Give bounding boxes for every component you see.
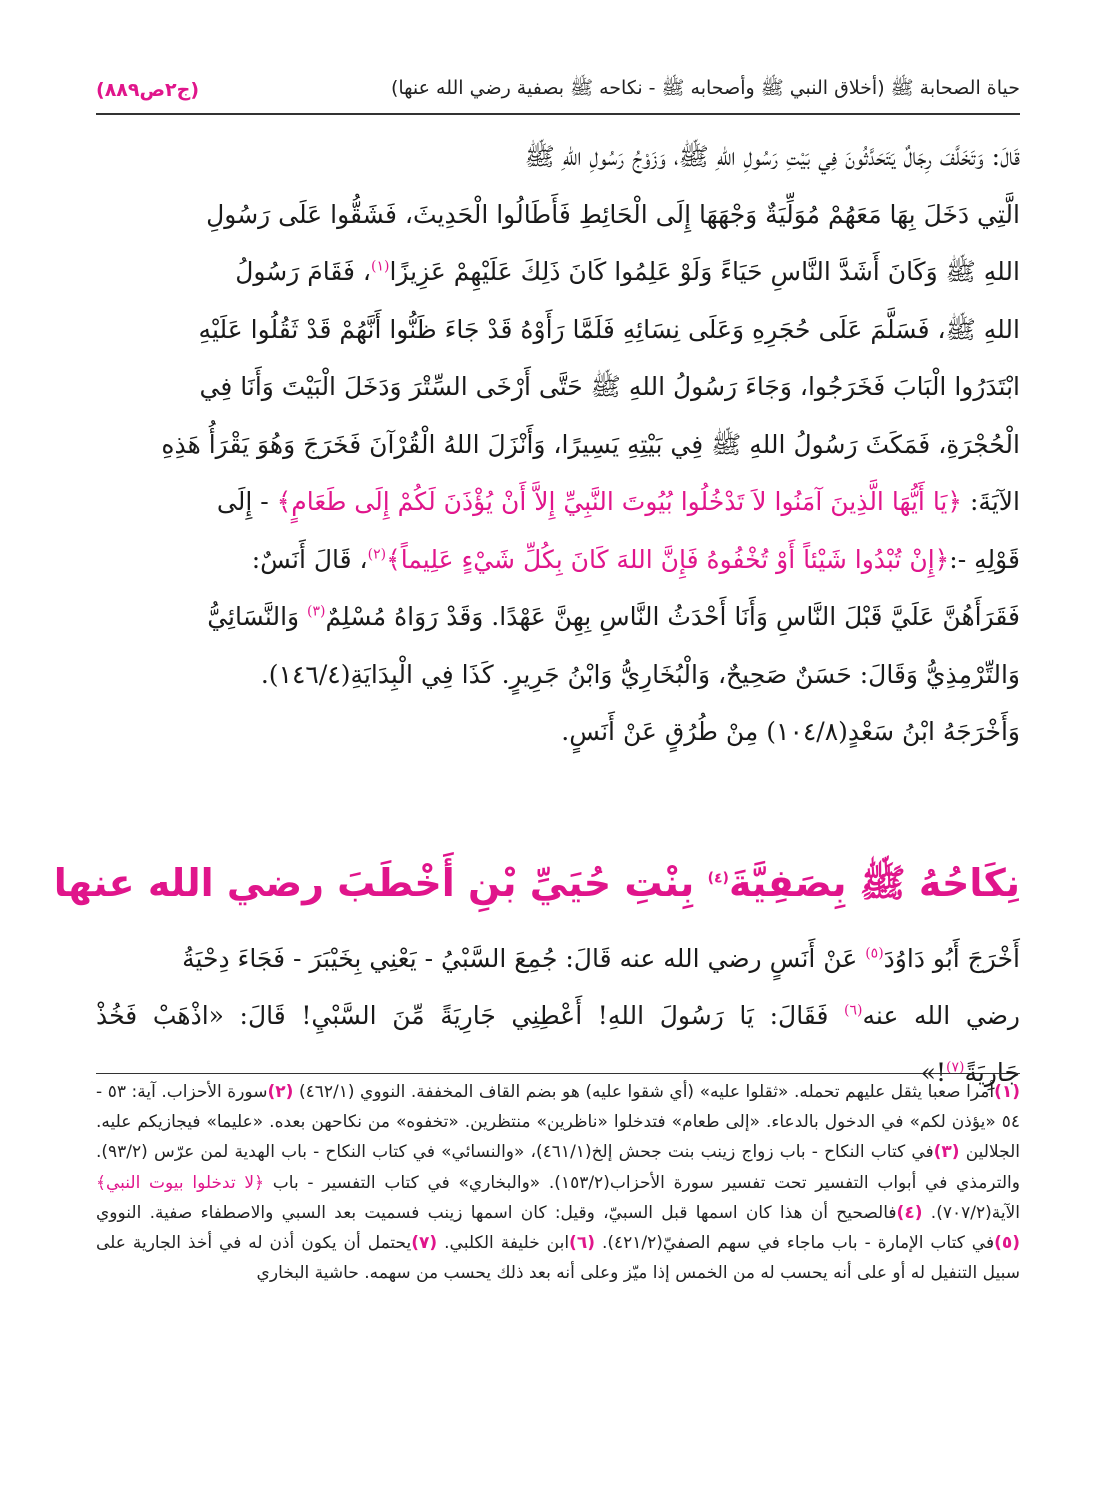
header-rule — [96, 113, 1020, 115]
footnote-number: (٥) — [994, 1233, 1021, 1254]
footnotes — [96, 1077, 1020, 1288]
footnote-ref: (٣) — [307, 603, 326, 620]
page-header — [96, 70, 1020, 110]
footnote-ref: (١) — [370, 258, 390, 275]
footnote-number: (٢) — [267, 1082, 294, 1102]
text-line: وَأَخْرَجَهُ ابْنُ سَعْدٍ(١٠٤/٨) مِنْ طُرُقٍ عَنْ أَنَسٍ. — [561, 717, 1020, 746]
footnote-ref: (٤) — [707, 870, 729, 887]
text-line: ابْتَدَرُوا الْبَابَ فَخَرَجُوا، وَجَاءَ رَسُولُ اللهِ ﷺ حَتَّى أَرْخَى السِّتْرَ وَدَخَلَ الْبَيْتَ وَأَنَا فِي — [199, 372, 1020, 401]
text-line: قَوْلِهِ -:﴿إِنْ تُبْدُوا شَيْئاً أَوْ تُخْفُوهُ فَإِنَّ اللهَ كَانَ بِكُلِّ شَيْءٍ عَلِيماً﴾$^{(٢)}$، قَالَ أَنَسٌ: — [251, 544, 1020, 574]
section-heading: نِكَاحُهُ ﷺ بِصَفِيَّةَ$^{(٤)}$ بِنْتِ حُيَيِّ بْنِ أَخْطَبَ رضي الله عنها — [53, 861, 1020, 905]
text-line: وَالتِّرْمِذِيُّ وَقَالَ: حَسَنٌ صَحِيحٌ، وَالْبُخَارِيُّ وَابْنُ جَرِيرٍ. كَذَا فِي الْبِدَايَةِ(١٤٦/٤). — [260, 659, 1020, 689]
quran-verse: ﴿يَا أَيُّهَا الَّذِينَ آمَنُوا لاَ تَدْخُلُوا بُيُوتَ النَّبِيِّ إِلاَّ أَنْ يُؤْذَنَ لَكُمْ إِلَى طَعَامٍ﴾ — [276, 487, 963, 516]
footnote-number: (٦) — [569, 1233, 595, 1254]
footnote: (١)أمرا صعبا يثقل عليهم تحمله. «ثقلوا عليه» (أي شقوا عليه) هو بضم القاف المخففة. النووي (٤٦٢/١) (٢)سورة الأحزاب. آية: ٥٣ - ٥٤ «يؤذن لكم» في الدخول بالدعاء. «إلى طعام» فتدخلوا «ناظرين» منتظرين. «تخفوه» من نكاحهن بعده. «عليما» فيجازيكم عليه. الجلالين (٣)في كتاب النكاح - باب زواج زينب بنت جحش إلخ(٤٦١/١)، «والنسائي» في كتاب النكاح - باب الهدية لمن عرّس (٩٣/٢). والترمذي في أبواب التفسير تحت تفسير سورة الأحزاب(١٥٣/٢). «والبخاري» في كتاب التفسير - باب ﴿لا تدخلوا بيوت النبي﴾ الآية(٧٠٧/٢). (٤)فالصحيح أن هذا كان اسمها قبل السبيّ، وقيل: كان اسمها زينب فسميت بعد السبي والاصطفاء صفية. النووي (٥)في كتاب الإمارة - باب ماجاء في سهم الصفيّ(٤٢١/٢). (٦)ابن خليفة الكلبي. (٧)يحتمل أن يكون أذن له في أخذ الجارية على سبيل التنفيل له أو على أنه يحسب له من الخمس إذا ميّز وعلى أنه بعد ذلك يحسب من سهمه. حاشية البخاري — [96, 1082, 1021, 1284]
text-line: اللهِ ﷺ وَكَانَ أَشَدَّ النَّاسِ حَيَاءً وَلَوْ عَلِمُوا كَانَ ذَلِكَ عَلَيْهِمْ عَزِيزًا$^{(١)}$، فَقَامَ رَسُولُ — [235, 257, 1020, 286]
text-line: اللهِ ﷺ، فَسَلَّمَ عَلَى حُجَرِهِ وَعَلَى نِسَائِهِ فَلَمَّا رَأَوْهُ قَدْ جَاءَ ظَنُّوا أَنَّهُمْ قَدْ ثَقُلُوا عَلَيْهِ — [198, 314, 1020, 344]
text-line: الآيَةَ: ﴿يَا أَيُّهَا الَّذِينَ آمَنُوا لاَ تَدْخُلُوا بُيُوتَ النَّبِيِّ إِلاَّ أَنْ يُؤْذَنَ لَكُمْ إِلَى طَعَامٍ﴾ - إِلَى — [216, 487, 1020, 516]
text-line: رضي الله عنه$^{(٦)}$ فَقَالَ: يَا رَسُولَ اللهِ! أَعْطِنِي جَارِيَةً مِّنَ السَّبْيِ! قَالَ: «اذْهَبْ فَخُذْ جَارِيَةً$^{(٧)}$!» — [96, 1001, 1021, 1087]
footnote-number: (١) — [994, 1082, 1021, 1102]
footnote-rule — [96, 1073, 1020, 1074]
quran-verse: ﴿لا تدخلوا بيوت النبي﴾ — [96, 1172, 265, 1193]
header-page-ref: (ج٢ص٨٨٩) — [96, 79, 200, 101]
footnote-ref: (٥) — [865, 945, 884, 962]
section-text — [96, 930, 1020, 1101]
text-line: فَقَرَأَهُنَّ عَلَيَّ قَبْلَ النَّاسِ وَأَنَا أَحْدَثُ النَّاسِ بِهِنَّ عَهْدًا. وَقَدْ رَوَاهُ مُسْلِمٌ$^{(٣)}$ وَالنَّسَائِيُّ — [207, 602, 1020, 631]
header-title: حياة الصحابة ﷺ (أخلاق النبي ﷺ وأصحابه ﷺ - نكاحه ﷺ بصفية رضي الله عنها) — [390, 77, 1020, 99]
quran-verse: ﴿إِنْ تُبْدُوا شَيْئاً أَوْ تُخْفُوهُ فَإِنَّ اللهَ كَانَ بِكُلِّ شَيْءٍ عَلِيماً﴾ — [386, 544, 950, 574]
footnote-ref: (٢) — [367, 546, 387, 563]
text-line: أَخْرَجَ أَبُو دَاوُدَ$^{(٥)}$ عَنْ أَنَسٍ رضي الله عنه قَالَ: جُمِعَ السَّبْيُ - يَعْنِي بِخَيْبَرَ - فَجَاءَ دِحْيَةُ — [182, 944, 1020, 973]
footnote-number: (٤) — [896, 1202, 923, 1223]
footnote-number: (٧) — [411, 1233, 438, 1254]
text-line: قَالَ: وَتَخَلَّفَ رِجَالٌ يَتَحَدَّثُونَ فِي بَيْتِ رَسُولِ اللهِ ﷺ، وَزَوْجُ رَسُولِ اللهِ ﷺ — [524, 142, 1020, 171]
footnote-ref: (٦) — [844, 1002, 863, 1019]
main-text — [96, 128, 1020, 761]
footnote-ref: (٧) — [946, 1059, 965, 1076]
text-line: الْحُجْرَةِ، فَمَكَثَ رَسُولُ اللهِ ﷺ فِي بَيْتِهِ يَسِيرًا، وَأَنْزَلَ اللهُ الْقُرْآنَ فَخَرَجَ وَهُوَ يَقْرَأُ هَذِهِ — [161, 429, 1020, 459]
footnote-number: (٣) — [933, 1142, 960, 1163]
text-line: الَّتِي دَخَلَ بِهَا مَعَهُمْ مُوَلِّيَةٌ وَجْهَهَا إِلَى الْحَائِطِ فَأَطَالُوا الْحَدِيثَ، فَشَقُّوا عَلَى رَسُولِ — [206, 199, 1020, 229]
